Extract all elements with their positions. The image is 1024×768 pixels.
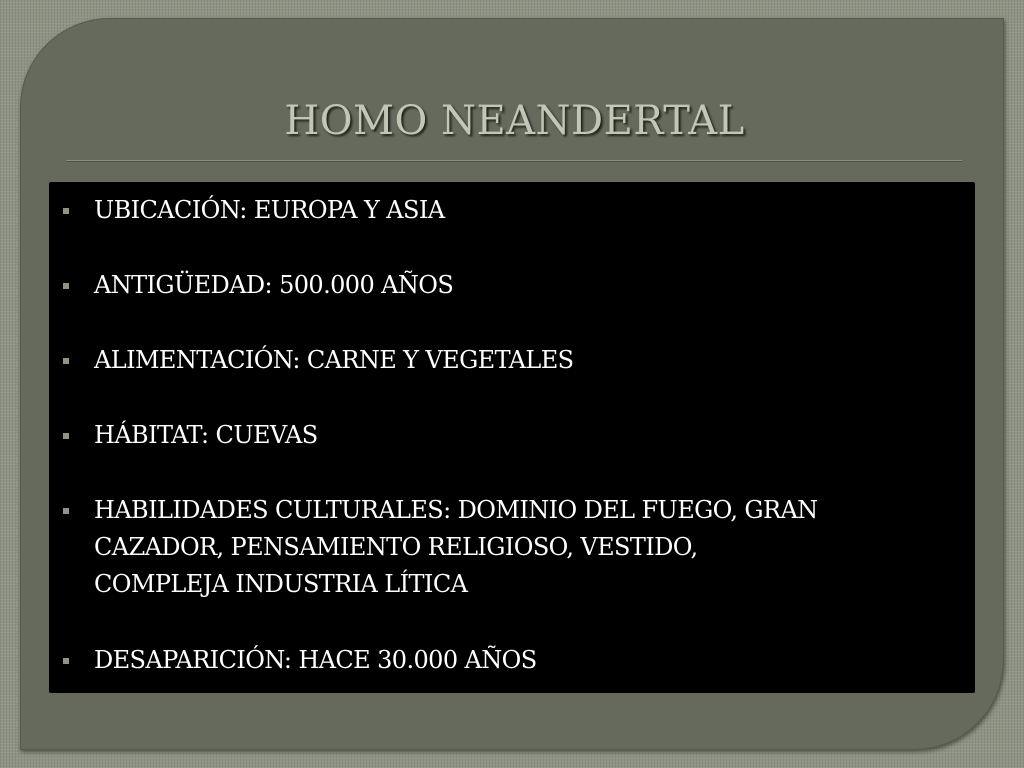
square-bullet-icon xyxy=(63,283,69,289)
square-bullet-icon xyxy=(63,433,69,439)
bullet-text: UBICACIÓN: EUROPA Y ASIA xyxy=(94,196,445,224)
square-bullet-icon xyxy=(63,358,69,364)
bullet-text: HÁBITAT: CUEVAS xyxy=(94,421,318,449)
bullet-text: ANTIGÜEDAD: 500.000 AÑOS xyxy=(94,271,454,299)
bullet-text: HABILIDADES CULTURALES: DOMINIO DEL FUEGO, GRAN CAZADOR, PENSAMIENTO RELIGIOSO, VESTIDO, COMPLEJA INDUSTRIA LÍTICA xyxy=(94,496,818,598)
square-bullet-icon xyxy=(63,208,69,214)
bullet-text: ALIMENTACIÓN: CARNE Y VEGETALES xyxy=(94,346,574,374)
content-box xyxy=(49,182,975,693)
title-divider xyxy=(66,160,962,162)
square-bullet-icon xyxy=(63,658,69,664)
slide-title: HOMO NEANDERTAL xyxy=(284,98,745,144)
bullet-text: DESAPARICIÓN: HACE 30.000 AÑOS xyxy=(94,646,537,674)
square-bullet-icon xyxy=(63,508,69,514)
